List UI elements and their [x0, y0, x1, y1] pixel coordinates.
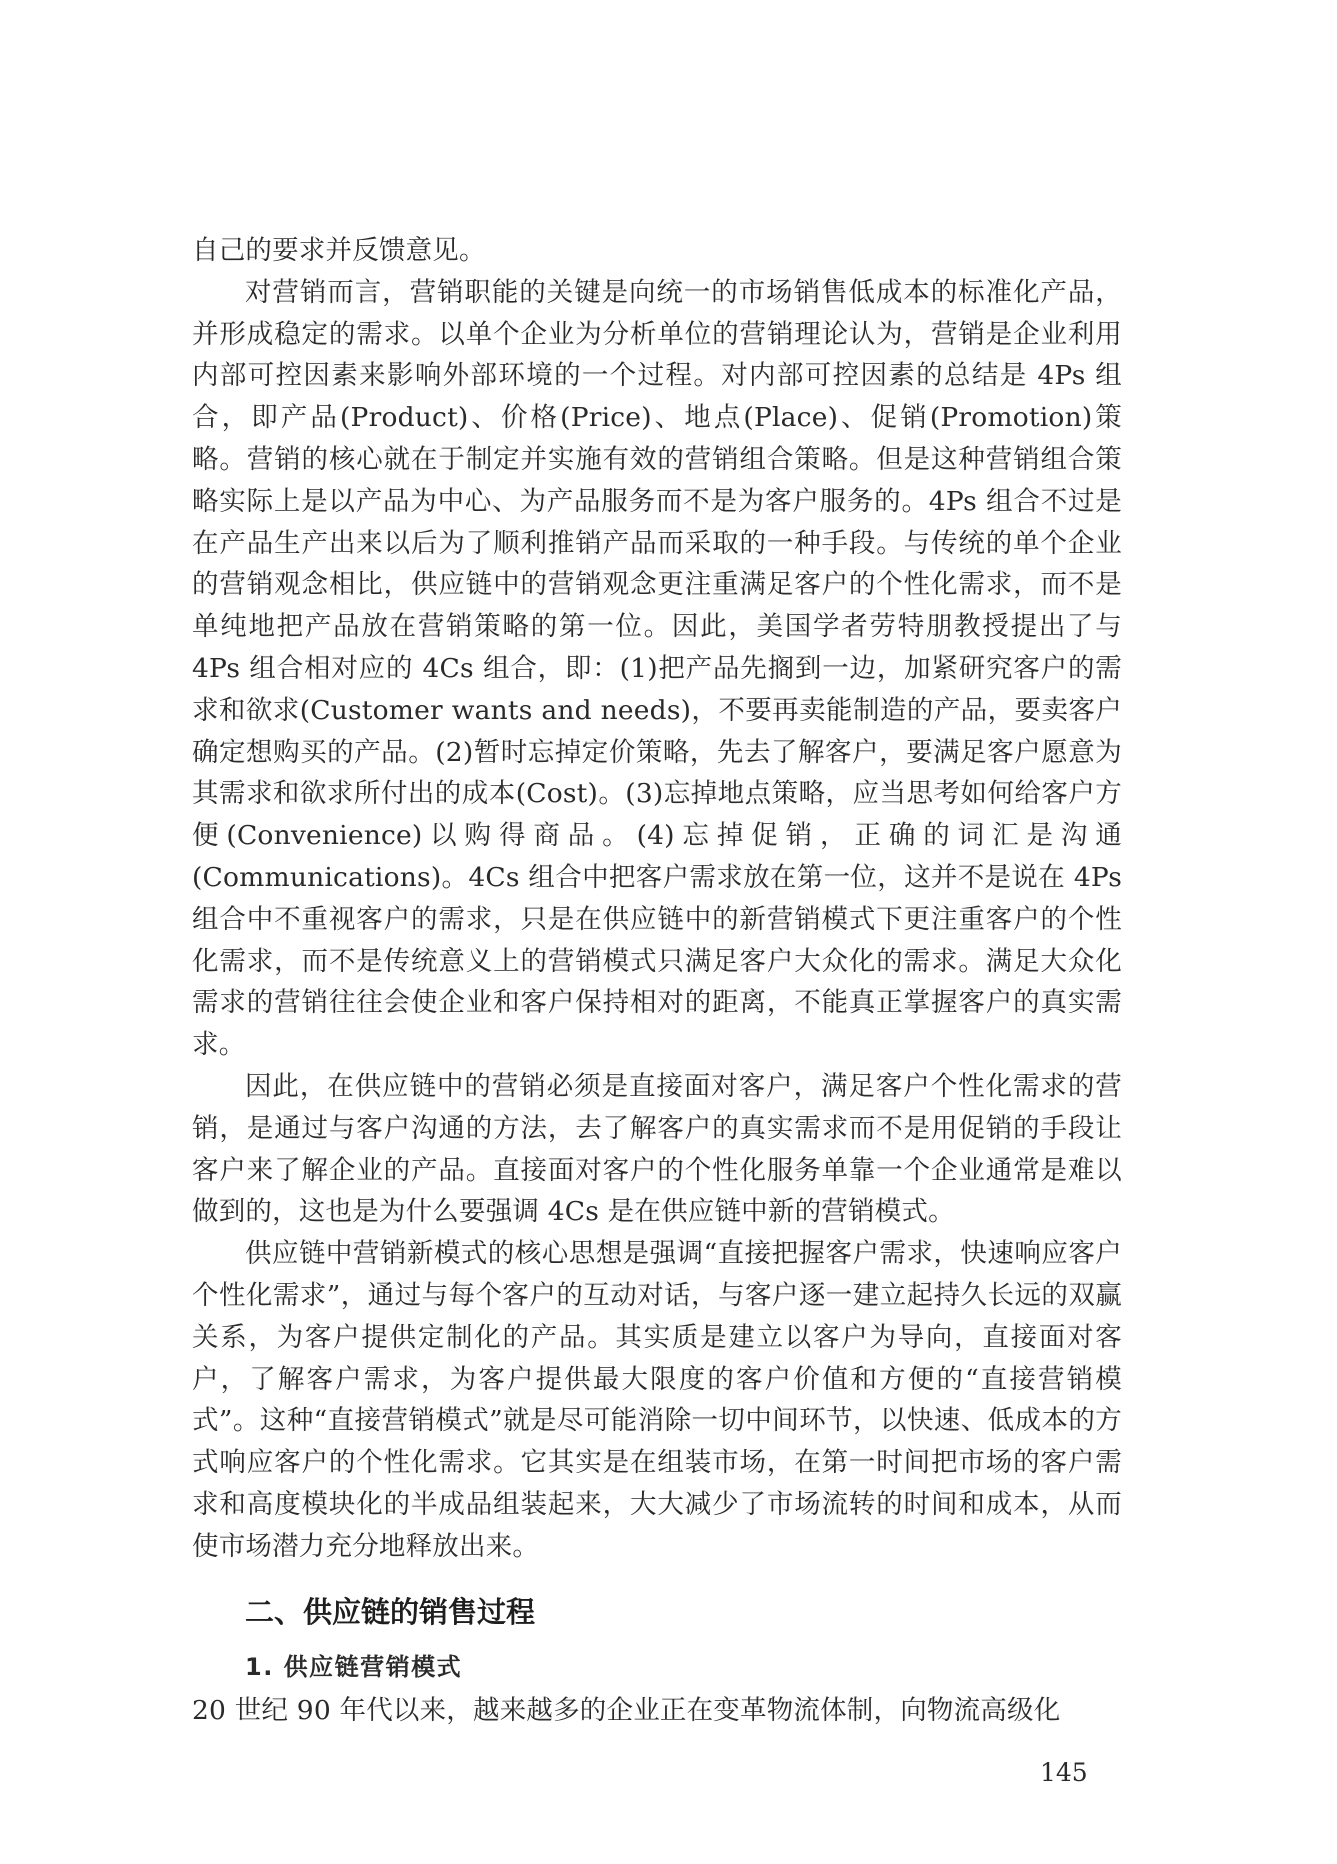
- paragraph-5: 20 世纪 90 年代以来，越来越多的企业正在变革物流体制，向物流高级化: [192, 1694, 1061, 1726]
- section-heading: 二、供应链的销售过程: [245, 1594, 536, 1629]
- page-body: [192, 230, 1122, 1731]
- paragraph-2: 对营销而言，营销职能的关键是向统一的市场销售低成本的标准化产品，并形成稳定的需求。以单个企业为分析单位的营销理论认为，营销是企业利用内部可控因素来影响外部环境的一个过程。对内部可控因素的总结是 4Ps 组合，即产品(Product)、价格(Price)、地点(Place)、促销(Promotion)策略。营销的核心就在于制定并实施有效的营销组合策略。但是这种营销组合策略实际上是以产品为中心、为产品服务而不是为客户服务的。4Ps 组合不过是在产品生产出来以后为了顺利推销产品而采取的一种手段。与传统的单个企业的营销观念相比，供应链中的营销观念更注重满足客户的个性化需求，而不是单纯地把产品放在营销策略的第一位。因此，美国学者劳特朋教授提出了与 4Ps 组合相对应的 4Cs 组合，即：(1)把产品先搁到一边，加紧研究客户的需求和欲求(Customer wants and needs)，不要再卖能制造的产品，要卖客户确定想购买的产品。(2)暂时忘掉定价策略，先去了解客户，要满足客户愿意为其需求和欲求所付出的成本(Cost)。(3)忘掉地点策略，应当思考如何给客户方便(Convenience)以购得商品。(4)忘掉促销，正确的词汇是沟通(Communications)。4Cs 组合中把客户需求放在第一位，这并不是说在 4Ps 组合中不重视客户的需求，只是在供应链中的新营销模式下更注重客户的个性化需求，而不是传统意义上的营销模式只满足客户大众化的需求。满足大众化需求的营销往往会使企业和客户保持相对的距离，不能真正掌握客户的真实需求。: [192, 276, 1122, 1061]
- paragraph-4: 供应链中营销新模式的核心思想是强调“直接把握客户需求，快速响应客户个性化需求”，通过与每个客户的互动对话，与客户逐一建立起持久长远的双赢关系，为客户提供定制化的产品。其实质是建立以客户为导向，直接面对客户，了解客户需求，为客户提供最大限度的客户价值和方便的“直接营销模式”。这种“直接营销模式”就是尽可能消除一切中间环节，以快速、低成本的方式响应客户的个性化需求。它其实是在组装市场，在第一时间把市场的客户需求和高度模块化的半成品组装起来，大大减少了市场流转的时间和成本，从而使市场潜力充分地释放出来。: [192, 1238, 1122, 1562]
- page-number: 145: [1040, 1758, 1088, 1787]
- paragraph-3: 因此，在供应链中的营销必须是直接面对客户，满足客户个性化需求的营销，是通过与客户沟通的方法，去了解客户的真实需求而不是用促销的手段让客户来了解企业的产品。直接面对客户的个性化服务单靠一个企业通常是难以做到的，这也是为什么要强调 4Cs 是在供应链中新的营销模式。: [192, 1070, 1122, 1228]
- subsection-heading: 1. 供应链营销模式: [245, 1652, 463, 1681]
- paragraph-1: 自己的要求并反馈意见。: [192, 235, 486, 266]
